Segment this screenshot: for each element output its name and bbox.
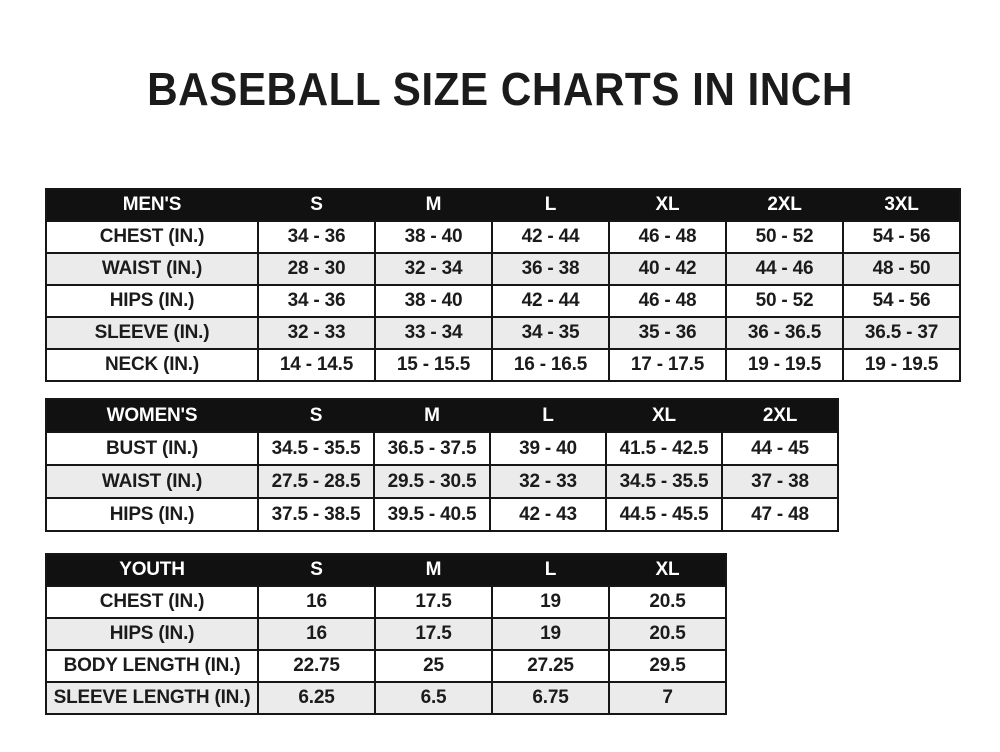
value-cell: 17.5 [374,619,491,649]
value-cell: 19 - 19.5 [725,350,842,380]
measurement-label-cell: CHEST (IN.) [99,591,205,612]
value-cell: 34 - 36 [257,286,374,316]
value-cell: 34.5 - 35.5 [605,466,721,497]
value-cell: 48 - 50 [842,254,959,284]
table-title-cell: WOMEN'S [106,404,198,426]
size-header-cell: L [544,559,557,580]
value-cell: 34 - 35 [491,318,608,348]
table-header-row [47,190,959,220]
value-cell: 46 - 48 [608,286,725,316]
value-cell: 6.5 [374,683,491,713]
value-cell: 29.5 [608,651,725,681]
size-header-cell: M [425,559,442,580]
measurement-label-cell: WAIST (IN.) [101,470,203,492]
table-row [47,649,725,681]
size-header-cell: 2XL [767,194,802,215]
value-cell: 29.5 - 30.5 [373,466,489,497]
measurement-label-cell: HIPS (IN.) [109,290,195,311]
size-header-cell: XL [655,559,680,580]
value-cell: 37 - 38 [721,466,837,497]
measurement-label-cell: CHEST (IN.) [99,226,205,247]
value-cell: 27.5 - 28.5 [257,466,373,497]
value-cell: 42 - 44 [491,286,608,316]
size-header-cell: XL [655,194,680,215]
value-cell: 22.75 [257,651,374,681]
table-row [47,252,959,284]
table-title-cell: MEN'S [122,194,182,215]
measurement-label-cell: HIPS (IN.) [109,503,195,525]
table-row [47,316,959,348]
size-header-cell: 2XL [762,404,798,426]
value-cell: 39.5 - 40.5 [373,499,489,530]
value-cell: 44.5 - 45.5 [605,499,721,530]
value-cell: 54 - 56 [842,286,959,316]
table-row [47,585,725,617]
value-cell: 38 - 40 [374,286,491,316]
measurement-label-cell: BUST (IN.) [106,437,198,459]
table-row [47,348,959,380]
value-cell: 34 - 36 [257,222,374,252]
value-cell: 17 - 17.5 [608,350,725,380]
value-cell: 28 - 30 [257,254,374,284]
value-cell: 42 - 44 [491,222,608,252]
table-header-row [47,555,725,585]
value-cell: 47 - 48 [721,499,837,530]
value-cell: 6.25 [257,683,374,713]
table-header-row [47,400,837,431]
value-cell: 50 - 52 [725,222,842,252]
measurement-label-cell: SLEEVE LENGTH (IN.) [53,687,251,708]
value-cell: 19 - 19.5 [842,350,959,380]
value-cell: 20.5 [608,587,725,617]
size-header-cell: S [310,194,323,215]
measurement-label-cell: WAIST (IN.) [101,258,203,279]
value-cell: 35 - 36 [608,318,725,348]
measurement-label-cell: BODY LENGTH (IN.) [63,655,241,676]
value-cell: 14 - 14.5 [257,350,374,380]
value-cell: 33 - 34 [374,318,491,348]
value-cell: 32 - 33 [489,466,605,497]
value-cell: 36 - 38 [491,254,608,284]
table-title-cell: YOUTH [119,559,185,580]
value-cell: 39 - 40 [489,433,605,464]
value-cell: 17.5 [374,587,491,617]
value-cell: 54 - 56 [842,222,959,252]
size-header-cell: L [542,404,554,426]
size-header-cell: S [309,404,323,426]
measurement-label-cell: NECK (IN.) [104,354,200,375]
page-title: BASEBALL SIZE CHARTS IN INCH [147,63,853,115]
size-header-cell: XL [652,404,676,426]
table-row [47,497,837,530]
value-cell: 16 [257,587,374,617]
value-cell: 16 - 16.5 [491,350,608,380]
size-header-cell: L [544,194,557,215]
youth-size-table [45,553,727,715]
table-row [47,617,725,649]
size-header-cell: S [310,559,323,580]
value-cell: 44 - 45 [721,433,837,464]
value-cell: 34.5 - 35.5 [257,433,373,464]
table-row [47,220,959,252]
table-row [47,431,837,464]
value-cell: 37.5 - 38.5 [257,499,373,530]
value-cell: 40 - 42 [608,254,725,284]
value-cell: 25 [374,651,491,681]
value-cell: 16 [257,619,374,649]
value-cell: 44 - 46 [725,254,842,284]
table-row [47,681,725,713]
value-cell: 50 - 52 [725,286,842,316]
value-cell: 19 [491,619,608,649]
value-cell: 7 [608,683,725,713]
measurement-label-cell: HIPS (IN.) [109,623,195,644]
value-cell: 15 - 15.5 [374,350,491,380]
measurement-label-cell: SLEEVE (IN.) [94,322,210,343]
value-cell: 27.25 [491,651,608,681]
value-cell: 38 - 40 [374,222,491,252]
table-row [47,464,837,497]
value-cell: 19 [491,587,608,617]
size-header-cell: M [424,404,440,426]
value-cell: 36 - 36.5 [725,318,842,348]
value-cell: 32 - 33 [257,318,374,348]
value-cell: 46 - 48 [608,222,725,252]
size-header-cell: M [425,194,442,215]
value-cell: 36.5 - 37 [842,318,959,348]
value-cell: 20.5 [608,619,725,649]
table-row [47,284,959,316]
value-cell: 41.5 - 42.5 [605,433,721,464]
mens-size-table [45,188,961,382]
value-cell: 32 - 34 [374,254,491,284]
size-header-cell: 3XL [884,194,919,215]
value-cell: 36.5 - 37.5 [373,433,489,464]
value-cell: 42 - 43 [489,499,605,530]
womens-size-table [45,398,839,532]
value-cell: 6.75 [491,683,608,713]
